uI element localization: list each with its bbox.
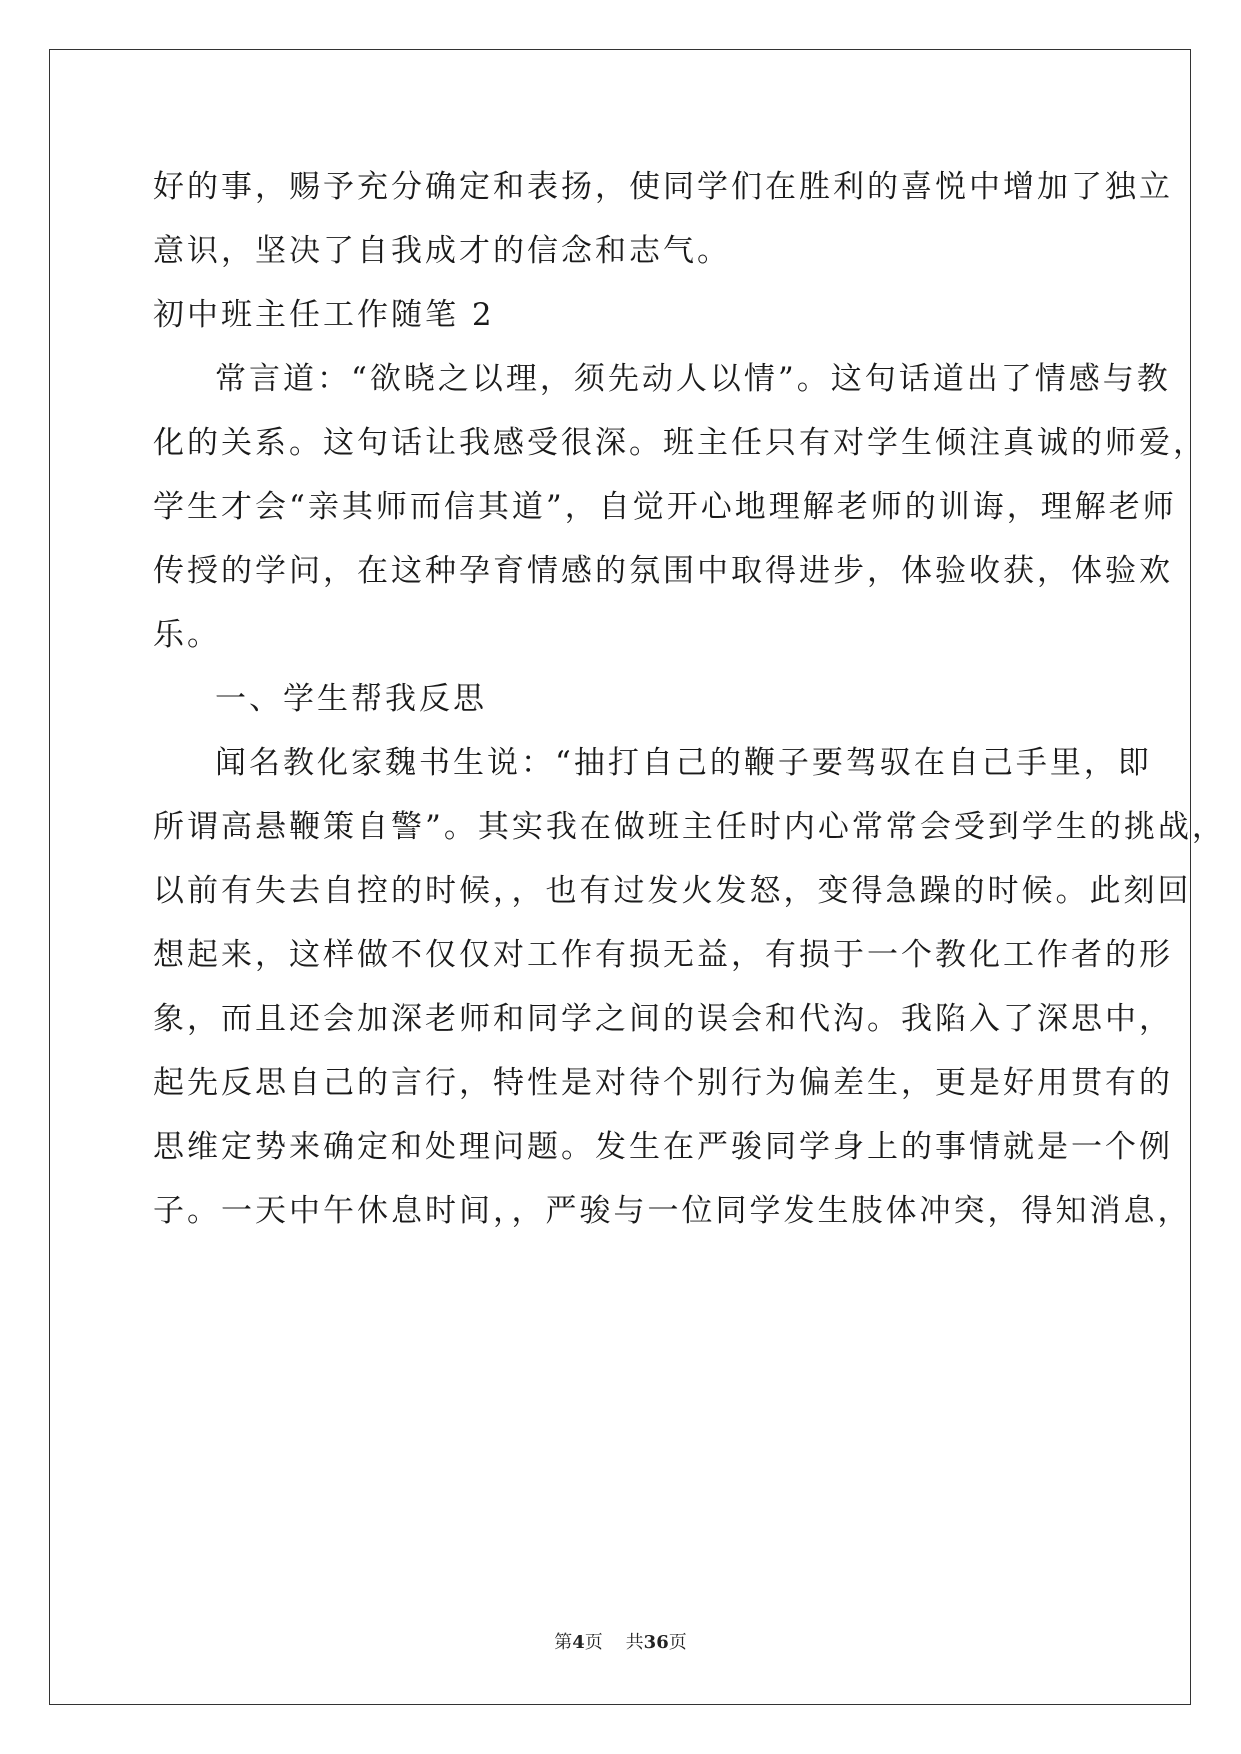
text-line: 所谓高悬鞭策自警”。其实我在做班主任时内心常常会受到学生的挑战， xyxy=(153,809,1226,845)
section-title: 初中班主任工作随笔 2 xyxy=(153,297,495,333)
footer-total-prefix: 共 xyxy=(625,1632,644,1653)
text-line: 意识，坚决了自我成才的信念和志气。 xyxy=(153,233,731,269)
subheading: 一、学生帮我反思 xyxy=(215,681,487,717)
text-line: 好的事，赐予充分确定和表扬，使同学们在胜利的喜悦中增加了独立 xyxy=(153,169,1173,205)
text-line: 学生才会“亲其师而信其道”，自觉开心地理解老师的训诲，理解老师 xyxy=(153,489,1177,525)
text-line: 以前有失去自控的时候，，也有过发火发怒，变得急躁的时候。此刻回 xyxy=(153,873,1192,909)
current-page-number: 4 xyxy=(572,1632,585,1653)
text-line: 想起来，这样做不仅仅对工作有损无益，有损于一个教化工作者的形 xyxy=(153,937,1173,973)
footer-total-suffix: 页 xyxy=(668,1632,687,1653)
text-line: 传授的学问，在这种孕育情感的氛围中取得进步，体验收获，体验欢 xyxy=(153,553,1173,589)
footer-page-suffix: 页 xyxy=(584,1632,603,1653)
footer-prefix: 第 xyxy=(554,1632,573,1653)
text-line: 常言道：“欲晓之以理，须先动人以情”。这句话道出了情感与教 xyxy=(215,361,1171,397)
text-line: 象，而且还会加深老师和同学之间的误会和代沟。我陷入了深思中， xyxy=(153,1001,1173,1037)
total-page-count: 36 xyxy=(643,1632,669,1653)
text-line: 起先反思自己的言行，特性是对待个别行为偏差生，更是好用贯有的 xyxy=(153,1065,1173,1101)
text-line: 乐。 xyxy=(153,617,221,653)
text-line: 思维定势来确定和处理问题。发生在严骏同学身上的事情就是一个例 xyxy=(153,1129,1173,1165)
text-line: 子。一天中午休息时间，，严骏与一位同学发生肢体冲突，得知消息， xyxy=(153,1193,1192,1229)
document-body xyxy=(153,155,1226,1243)
text-line: 闻名教化家魏书生说：“抽打自己的鞭子要驾驭在自己手里，即 xyxy=(215,745,1152,781)
page-footer xyxy=(0,1628,1241,1654)
text-line: 化的关系。这句话让我感受很深。班主任只有对学生倾注真诚的师爱， xyxy=(153,425,1207,461)
